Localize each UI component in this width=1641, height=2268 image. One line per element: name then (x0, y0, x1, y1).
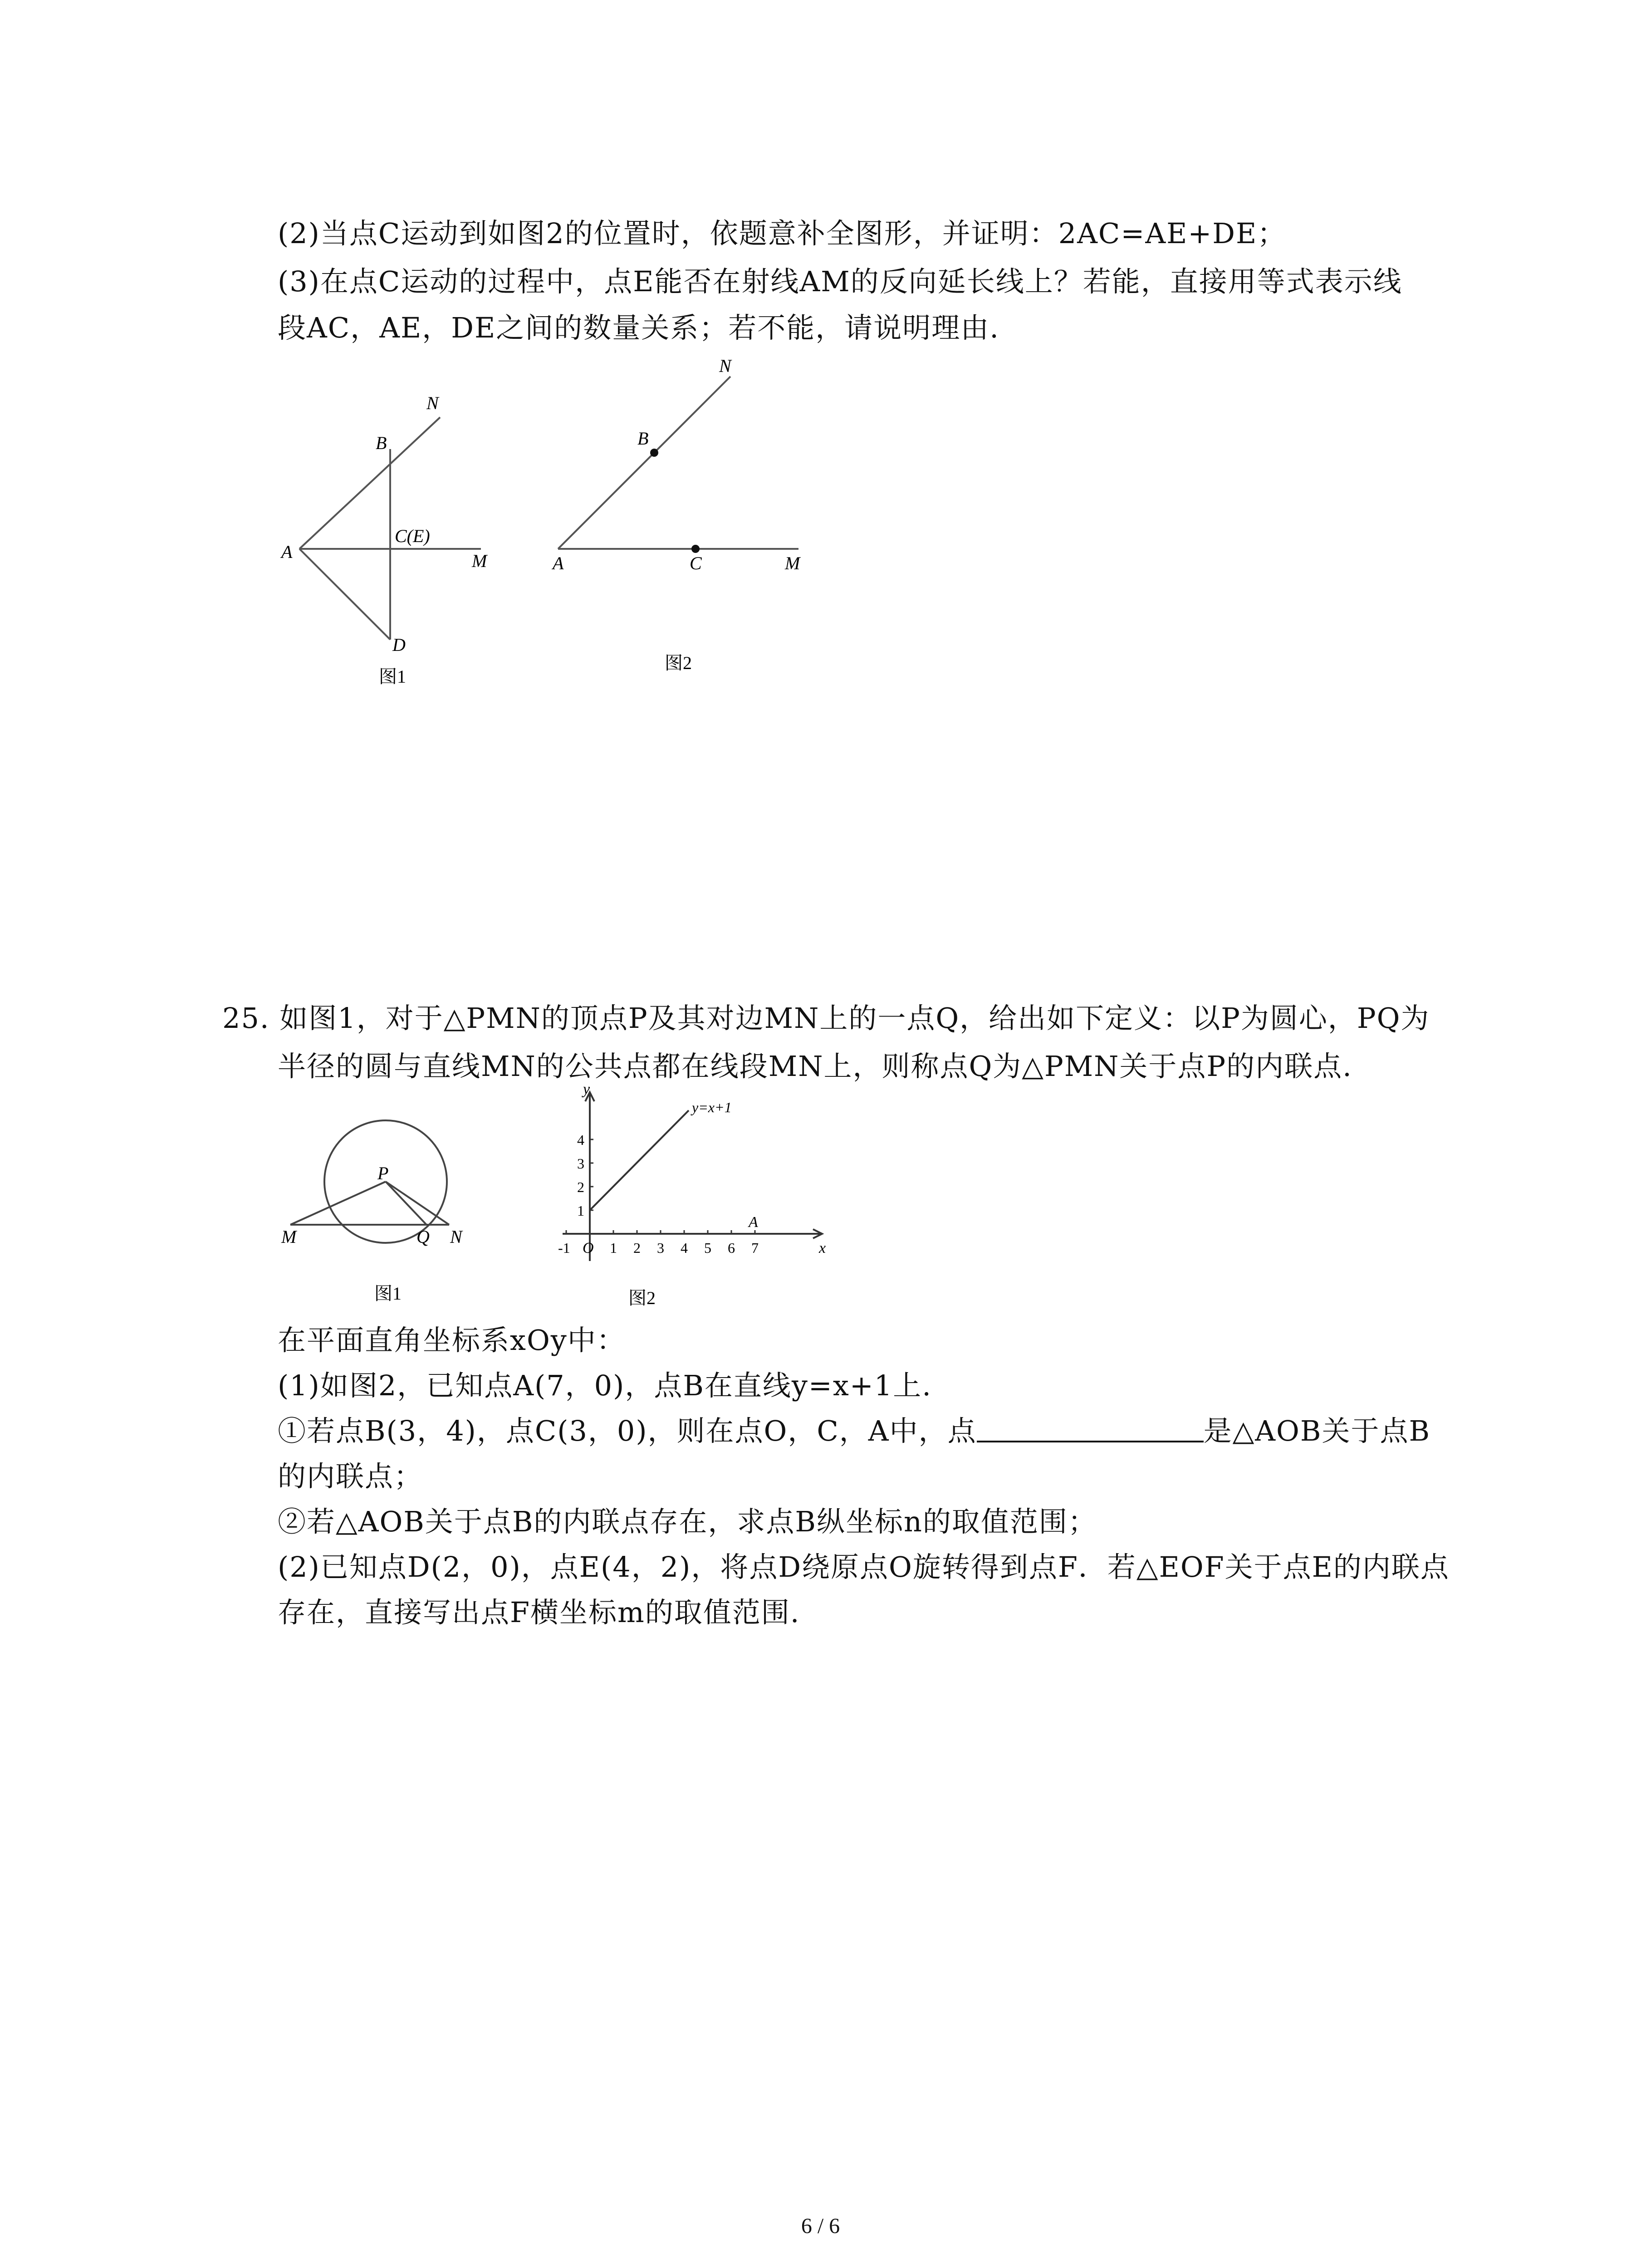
y-axis-label: y (583, 1084, 590, 1098)
label-C: C (690, 553, 702, 573)
q25-line3: 在平面直角坐标系xOy中： (278, 1324, 626, 1357)
q25-line7: ②若△AOB关于点B的内联点存在，求点B纵坐标n的取值范围； (278, 1505, 1097, 1538)
q24-part2: (2)当点C运动到如图2的位置时，依题意补全图形，并证明：2AC=AE+DE； (278, 217, 1287, 250)
x-axis-label: x (819, 1240, 826, 1256)
label-A: A (281, 542, 293, 562)
label-P: P (377, 1163, 389, 1183)
figure-25-1 (272, 1107, 508, 1306)
y-tick-label: 2 (577, 1179, 584, 1195)
q25-line4: (1)如图2，已知点A(7，0)，点B在直线y=x+1上. (278, 1369, 932, 1402)
q25-line1: 25. 如图1，对于△PMN的顶点P及其对边MN上的一点Q，给出如下定义：以P为圆心，PQ为 (222, 1002, 1430, 1035)
x-tick-label: 1 (610, 1240, 617, 1256)
q25-line9: 存在，直接写出点F横坐标m的取值范围. (278, 1596, 800, 1629)
x-tick-label: 3 (657, 1240, 664, 1256)
x-tick-label: 4 (681, 1240, 688, 1256)
q25-line5-text: ①若点B(3，4)，点C(3，0)，则在点O，C，A中，点 (278, 1414, 977, 1447)
q25-line5-text-after: 是△AOB关于点B (1203, 1414, 1431, 1447)
y-tick-label: 1 (577, 1202, 584, 1219)
label-N: N (719, 356, 731, 376)
figure-caption: 图2 (665, 653, 692, 673)
y-tick-label: 4 (577, 1132, 584, 1148)
label-A: A (553, 553, 564, 573)
label-B: B (376, 433, 387, 453)
figure-caption: 图2 (628, 1288, 656, 1308)
point-B (650, 449, 658, 457)
point-A-label: A (749, 1214, 758, 1231)
figure-24-2 (544, 354, 826, 689)
q24-part3-line2: 段AC，AE，DE之间的数量关系；若不能，请说明理由. (278, 311, 999, 344)
label-M: M (785, 553, 800, 573)
figure-caption: 图1 (379, 666, 406, 687)
label-N: N (450, 1227, 462, 1247)
point-C (691, 545, 700, 553)
label-D: D (392, 635, 406, 655)
figure-caption: 图1 (374, 1283, 402, 1304)
label-N: N (426, 393, 439, 413)
q25-line8: (2)已知点D(2，0)，点E(4，2)，将点D绕原点O旋转得到点F．若△EOF关于点E的内联点 (278, 1550, 1450, 1584)
x-tick-label: -1 (558, 1240, 570, 1256)
x-tick-label: 7 (751, 1240, 759, 1256)
line-equation-label: y=x+1 (692, 1099, 732, 1115)
x-tick-label: 5 (704, 1240, 711, 1256)
q25-line6: 的内联点； (278, 1460, 423, 1493)
figure-25-2 (544, 1084, 862, 1320)
label-C-E: C(E) (395, 526, 430, 546)
q25-line2: 半径的圆与直线MN的公共点都在线段MN上，则称点Q为△PMN关于点P的内联点. (278, 1050, 1352, 1083)
y-tick-label: 3 (577, 1155, 584, 1172)
page-number: 6 / 6 (801, 2214, 840, 2238)
label-B: B (637, 428, 649, 449)
origin-label: O (583, 1240, 594, 1256)
x-tick-label: 2 (633, 1240, 641, 1256)
answer-blank[interactable] (977, 1413, 1204, 1442)
label-M: M (281, 1227, 297, 1247)
q24-part3-line1: (3)在点C运动的过程中，点E能否在射线AM的反向延长线上？若能，直接用等式表示线 (278, 265, 1402, 298)
x-tick-label: 6 (728, 1240, 735, 1256)
q25-line5 (278, 1411, 1430, 1452)
label-Q: Q (416, 1227, 430, 1247)
label-M: M (472, 551, 487, 571)
figure-24-1 (272, 390, 508, 689)
